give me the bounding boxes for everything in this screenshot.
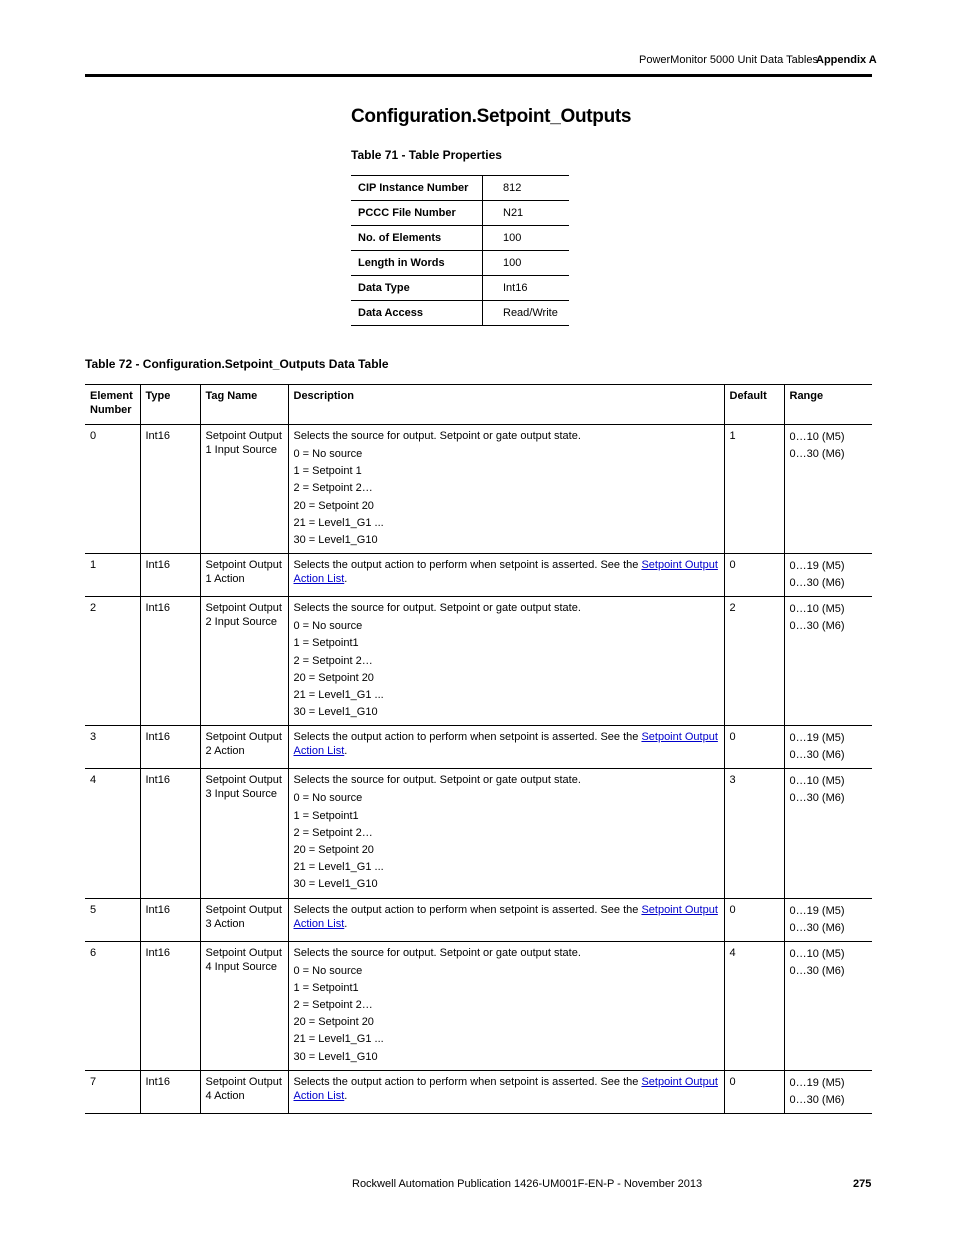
- cell-tag-name: [200, 726, 288, 769]
- table-row: [85, 597, 872, 726]
- description-line: 2 = Setpoint 2…: [293, 654, 373, 667]
- range-line: 0…10 (M5): [789, 431, 845, 443]
- cell-element-number: 0: [85, 425, 140, 554]
- description-line: 1 = Setpoint1: [293, 637, 359, 650]
- description-end: .: [344, 917, 348, 930]
- range-line: 0…30 (M6): [789, 964, 845, 977]
- description-line: 21 = Level1_G1 ...: [293, 689, 384, 702]
- description-line: 0 = No source: [293, 792, 363, 805]
- tag-name-line: 1 Input Source: [205, 444, 278, 456]
- setpoint-output-action-list-link[interactable]: Setpoint Output Action List: [293, 559, 718, 586]
- range-line: 0…19 (M5): [789, 904, 845, 917]
- cell-description: [288, 1070, 724, 1113]
- data-table-header-row: [85, 385, 872, 425]
- description-line: 30 = Level1_G10: [293, 1050, 378, 1063]
- table-properties-body: [351, 176, 569, 326]
- cell-element-number: 2: [85, 597, 140, 726]
- description-line: 1 = Setpoint1: [293, 809, 359, 822]
- cell-default: 0: [724, 1070, 784, 1113]
- description-line: 0 = No source: [293, 448, 363, 460]
- cell-type: Int16: [140, 726, 200, 769]
- table72-caption: Table 72 - Configuration.Setpoint_Outputs Data Table: [85, 357, 389, 371]
- cell-default: 1: [724, 425, 784, 554]
- description-end: .: [344, 1089, 348, 1102]
- cell-range: [784, 769, 872, 898]
- cell-tag-name: [200, 425, 288, 554]
- property-key: CIP Instance Number: [351, 176, 483, 201]
- tag-name-line: Setpoint Output: [205, 559, 282, 572]
- cell-type: Int16: [140, 554, 200, 597]
- property-key: PCCC File Number: [351, 201, 483, 226]
- description-text: Selects the output action to perform when setpoint is asserted. See the: [293, 1075, 642, 1088]
- property-key: No. of Elements: [351, 226, 483, 251]
- cell-tag-name: [200, 597, 288, 726]
- range-line: 0…10 (M5): [789, 947, 845, 960]
- setpoint-output-action-list-link[interactable]: Setpoint Output Action List: [293, 903, 718, 930]
- tag-name-line: Setpoint Output: [205, 1075, 282, 1088]
- property-key: Length in Words: [351, 251, 483, 276]
- cell-type: Int16: [140, 425, 200, 554]
- property-row: [351, 301, 569, 326]
- data-table-body: [85, 425, 872, 1114]
- description-end: .: [344, 745, 348, 758]
- description-text: Selects the output action to perform when setpoint is asserted. See the: [293, 731, 642, 744]
- header-appendix: Appendix A: [816, 54, 877, 66]
- description-line: 0 = No source: [293, 964, 363, 977]
- range-line: 0…30 (M6): [789, 921, 845, 934]
- cell-element-number: 7: [85, 1070, 140, 1113]
- table-properties: [351, 175, 569, 326]
- description-line: Selects the source for output. Setpoint or gate output state.: [293, 946, 581, 959]
- description-line: Selects the source for output. Setpoint or gate output state.: [293, 602, 581, 615]
- property-value: N21: [483, 201, 570, 226]
- col-header-default: Default: [724, 385, 784, 425]
- col-header-range: Range: [784, 385, 872, 425]
- property-value: Read/Write: [483, 301, 570, 326]
- range-line: 0…30 (M6): [789, 792, 845, 805]
- cell-default: 0: [724, 898, 784, 941]
- cell-tag-name: [200, 1070, 288, 1113]
- description-line: 0 = No source: [293, 620, 363, 633]
- table-row: [85, 554, 872, 597]
- property-key: Data Type: [351, 276, 483, 301]
- tag-name-line: 4 Input Source: [205, 960, 278, 973]
- tag-name-line: 3 Action: [205, 917, 245, 930]
- description-line: Selects the source for output. Setpoint or gate output state.: [293, 774, 581, 787]
- table-row: [85, 1070, 872, 1113]
- cell-element-number: 1: [85, 554, 140, 597]
- tag-name-line: Setpoint Output: [205, 602, 282, 615]
- cell-description: [288, 597, 724, 726]
- cell-description: [288, 941, 724, 1070]
- tag-name-line: 2 Input Source: [205, 616, 278, 629]
- cell-tag-name: [200, 554, 288, 597]
- cell-default: 0: [724, 726, 784, 769]
- description-line: 21 = Level1_G1 ...: [293, 516, 384, 529]
- cell-range: [784, 597, 872, 726]
- cell-type: Int16: [140, 1070, 200, 1113]
- range-line: 0…19 (M5): [789, 560, 845, 573]
- footer-publication: Rockwell Automation Publication 1426-UM001F-EN-P - November 2013: [352, 1178, 703, 1190]
- header-doc-title: PowerMonitor 5000 Unit Data Tables: [639, 54, 818, 66]
- property-value: 100: [483, 251, 570, 276]
- table-row: [85, 898, 872, 941]
- description-text: Selects the output action to perform when setpoint is asserted. See the: [293, 559, 642, 572]
- cell-default: 4: [724, 941, 784, 1070]
- cell-range: [784, 1070, 872, 1113]
- col-header-type: Type: [140, 385, 200, 425]
- cell-element-number: 4: [85, 769, 140, 898]
- cell-element-number: 3: [85, 726, 140, 769]
- range-line: 0…30 (M6): [789, 577, 845, 590]
- cell-description: [288, 769, 724, 898]
- cell-type: Int16: [140, 898, 200, 941]
- description-line: Selects the source for output. Setpoint or gate output state.: [293, 430, 581, 442]
- description-line: 1 = Setpoint 1: [293, 465, 362, 478]
- cell-tag-name: [200, 769, 288, 898]
- cell-tag-name: [200, 898, 288, 941]
- cell-type: Int16: [140, 941, 200, 1070]
- tag-name-line: Setpoint Output: [205, 774, 282, 787]
- data-table: [85, 384, 872, 1114]
- setpoint-output-action-list-link[interactable]: Setpoint Output Action List: [293, 731, 718, 758]
- cell-type: Int16: [140, 769, 200, 898]
- setpoint-output-action-list-link[interactable]: Setpoint Output Action List: [293, 1075, 718, 1102]
- table-row: [85, 425, 872, 554]
- table71-caption: Table 71 - Table Properties: [351, 148, 502, 162]
- property-key: Data Access: [351, 301, 483, 326]
- property-row: [351, 226, 569, 251]
- property-row: [351, 276, 569, 301]
- tag-name-line: Setpoint Output: [205, 903, 282, 916]
- cell-default: 3: [724, 769, 784, 898]
- description-line: 30 = Level1_G10: [293, 534, 378, 547]
- range-line: 0…19 (M5): [789, 732, 845, 745]
- range-line: 0…30 (M6): [789, 448, 845, 460]
- tag-name-line: Setpoint Output: [205, 430, 282, 442]
- property-row: [351, 201, 569, 226]
- description-line: 20 = Setpoint 20: [293, 844, 374, 857]
- cell-description: [288, 726, 724, 769]
- description-line: 21 = Level1_G1 ...: [293, 1033, 384, 1046]
- property-value: 100: [483, 226, 570, 251]
- description-line: 30 = Level1_G10: [293, 878, 378, 891]
- description-line: 20 = Setpoint 20: [293, 1016, 374, 1029]
- cell-description: [288, 425, 724, 554]
- cell-range: [784, 726, 872, 769]
- range-line: 0…19 (M5): [789, 1076, 845, 1089]
- cell-element-number: 6: [85, 941, 140, 1070]
- tag-name-line: 2 Action: [205, 745, 245, 758]
- header-rule: [85, 74, 872, 77]
- tag-name-line: 4 Action: [205, 1089, 245, 1102]
- description-line: 20 = Setpoint 20: [293, 499, 374, 512]
- range-line: 0…30 (M6): [789, 620, 845, 633]
- table-row: [85, 941, 872, 1070]
- section-title: Configuration.Setpoint_Outputs: [351, 106, 632, 127]
- table-row: [85, 726, 872, 769]
- cell-tag-name: [200, 941, 288, 1070]
- property-row: [351, 251, 569, 276]
- cell-description: [288, 898, 724, 941]
- table-row: [85, 769, 872, 898]
- description-line: 2 = Setpoint 2…: [293, 482, 373, 495]
- col-header-element: Element Number: [85, 385, 140, 425]
- col-header-description: Description: [288, 385, 724, 425]
- cell-range: [784, 898, 872, 941]
- cell-default: 0: [724, 554, 784, 597]
- page-number: 275: [853, 1178, 872, 1190]
- cell-description: [288, 554, 724, 597]
- description-text: Selects the output action to perform when setpoint is asserted. See the: [293, 903, 642, 916]
- tag-name-line: 3 Input Source: [205, 788, 278, 801]
- cell-range: [784, 425, 872, 554]
- description-line: 20 = Setpoint 20: [293, 671, 374, 684]
- description-line: 2 = Setpoint 2…: [293, 826, 373, 839]
- description-end: .: [344, 573, 348, 586]
- property-value: 812: [483, 176, 570, 201]
- tag-name-line: Setpoint Output: [205, 946, 282, 959]
- property-value: Int16: [483, 276, 570, 301]
- col-header-tag-name: Tag Name: [200, 385, 288, 425]
- cell-type: Int16: [140, 597, 200, 726]
- range-line: 0…30 (M6): [789, 1093, 845, 1106]
- description-line: 30 = Level1_G10: [293, 706, 378, 719]
- description-line: 1 = Setpoint1: [293, 981, 359, 994]
- cell-range: [784, 941, 872, 1070]
- description-line: 21 = Level1_G1 ...: [293, 861, 384, 874]
- range-line: 0…10 (M5): [789, 775, 845, 788]
- description-line: 2 = Setpoint 2…: [293, 999, 373, 1012]
- range-line: 0…30 (M6): [789, 749, 845, 762]
- cell-range: [784, 554, 872, 597]
- tag-name-line: 1 Action: [205, 573, 245, 586]
- cell-default: 2: [724, 597, 784, 726]
- cell-element-number: 5: [85, 898, 140, 941]
- tag-name-line: Setpoint Output: [205, 731, 282, 744]
- property-row: [351, 176, 569, 201]
- range-line: 0…10 (M5): [789, 603, 845, 616]
